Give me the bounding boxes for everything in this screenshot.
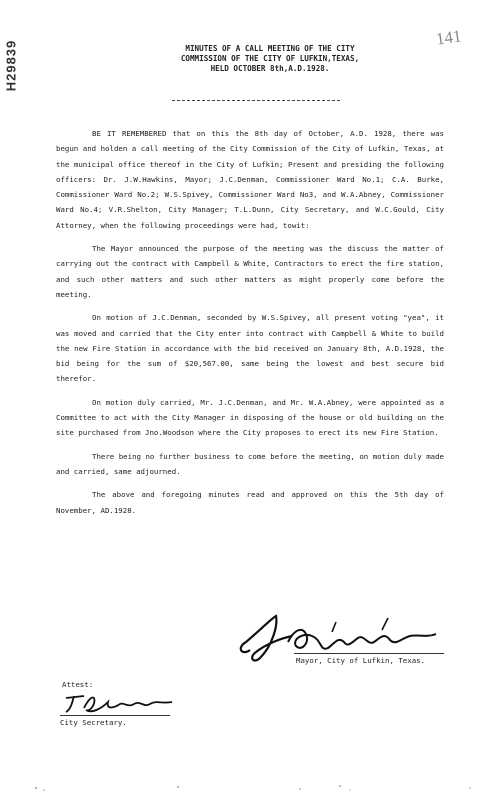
- page-number: 141: [434, 26, 463, 49]
- paragraph-preamble: BE IT REMEMBERED that on this the 8th day of October, A.D. 1928, there was begun and holden a call meeting of the City Commission of the City of Lufkin, Texas, at the municipal office thereof in the City of Lufkin; Present and presiding the following officers: Dr. J.W.Hawkins, Mayor; J.C.Denman, Commissioner Ward No.1; C.A. Burke, Commissioner Ward No.2; W.S.Spivey, Commissioner Ward No3, and W.A.Abney, Commissioner Ward No.4; V.R.Shelton, City Manager; T.L.Dunn, City Secretary, and W.C.Gould, City Attorney, when the following proceedings were had, towit:: [56, 129, 444, 230]
- secretary-signature: [62, 690, 182, 716]
- paragraph-purpose: The Mayor announced the purpose of the meeting was the discuss the matter of carrying out the contract with Campbell & White, Contractors to erect the fire station, and such other matters and such other matters as might properly come before the meeting.: [56, 244, 444, 299]
- secretary-caption: City Secretary.: [60, 718, 127, 727]
- mayor-signature-line: [294, 653, 444, 654]
- file-stamp-text: H29839: [3, 39, 19, 91]
- secretary-signature-line: [60, 715, 170, 716]
- heading-line: MINUTES OF A CALL MEETING OF THE CITY: [185, 44, 355, 53]
- paragraph-contract-motion: On motion of J.C.Denman, seconded by W.S.Spivey, all present voting "yea", it was moved and carried that the City enter into contract with Campbell & White to build the new Fire Station in accordance with the bid received on January 8th, A.D.1928, the bid being for the sum of $20,567.00, same being the lowest and best secure bid therefor.: [56, 313, 444, 384]
- heading-line: COMMISSION OF THE CITY OF LUFKIN,TEXAS,: [180, 54, 360, 63]
- paragraph-adjournment: There being no further business to come before the meeting, on motion duly made and carried, same adjourned.: [56, 451, 444, 476]
- attest-label: Attest:: [62, 680, 94, 689]
- paragraph-committee-motion: On motion duly carried, Mr. J.C.Denman, and Mr. W.A.Abney, were appointed as a Committee to act with the City Manager in disposing of the house or old building on the site purchased from Jno.Woodson where the City proposes to erect its new Fire Station.: [56, 397, 444, 438]
- mayor-caption: Mayor, City of Lufkin, Texas.: [296, 656, 426, 665]
- scan-specks: [0, 778, 488, 798]
- heading-line: HELD OCTOBER 8th,A.D.1928.: [210, 64, 330, 73]
- paragraph-approval: The above and foregoing minutes read and approved on this the 5th day of November, AD.1928.: [56, 490, 444, 515]
